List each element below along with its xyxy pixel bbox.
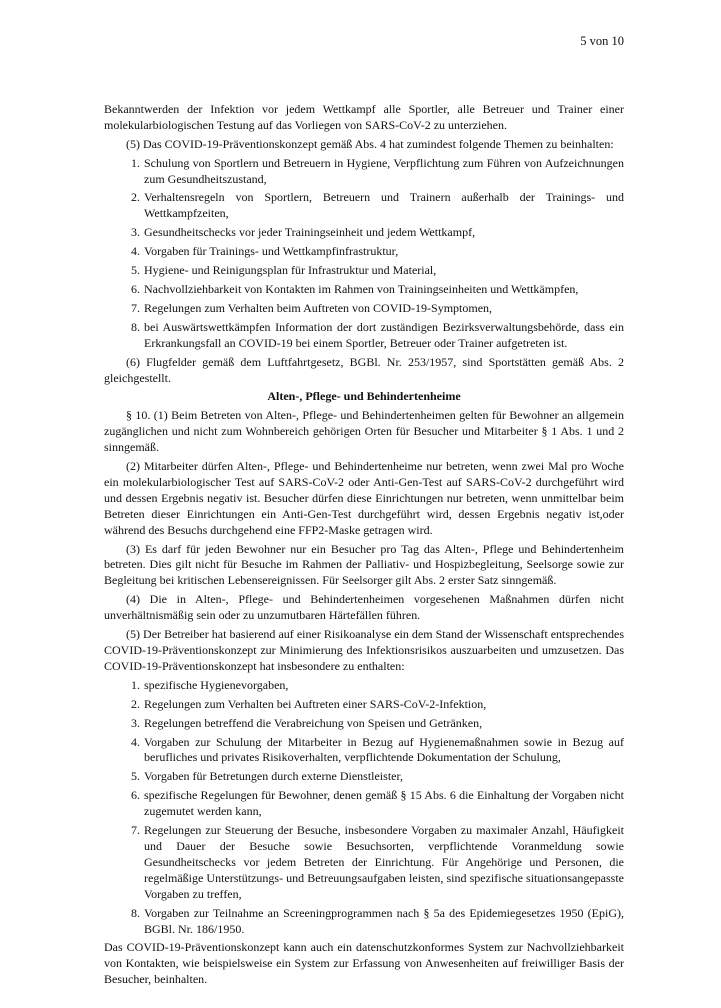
list-item: 3. Regelungen betreffend die Verabreichung von Speisen und Getränken, xyxy=(131,715,483,730)
list-item: 8. bei Auswärtswettkämpfen Information der dort zuständigen Bezirksverwaltungsbehörde, dass ein Erkrankungsfall an COVID-19 bei einem Sportler, Betreuer oder Trainer aufgetreten ist. xyxy=(131,319,624,350)
list-item: 1. spezifische Hygienevorgaben, xyxy=(131,677,289,692)
paragraph-10-3: (3) Es darf für jeden Bewohner nur ein Besucher pro Tag das Alten-, Pflege und Behindertenheim betreten. Dies gilt nicht für Besuche im Rahmen der Palliativ- und Hospizbegleitung, Seelsorge sowie zur Begleitung bei kritischen Lebensereignissen. Für Seelsorger gilt Abs. 2 erster Satz sinngemäß. xyxy=(104,541,624,588)
list-item: 5. Hygiene- und Reinigungsplan für Infrastruktur und Material, xyxy=(131,263,437,278)
paragraph-5: (5) Das COVID-19-Präventionskonzept gemäß Abs. 4 hat zumindest folgende Themen zu beinhalten: xyxy=(126,136,614,151)
paragraph-10-5: (5) Der Betreiber hat basierend auf einer Risikoanalyse ein dem Stand der Wissenschaft entsprechendes COVID-19-Präventionskonzept zur Minimierung des Infektionsrisikos auszuarbeiten und umzusetzen. Das COVID-19-Präventionskonzept hat insbesondere zu enthalten: xyxy=(104,627,624,673)
list-item: 7. Regelungen zur Steuerung der Besuche, insbesondere Vorgaben zu maximaler Anzahl, Häufigkeit und Dauer der Besuche sowie Besuchsorten, verpflichtende Voranmeldung sowie Gesundheitschecks vor jedem Betreten der Einrichtung. Für Angehörige und Personen, die regelmäßige Unterstützungs- und Betreuungsaufgaben leisten, sind spezifische situationsangepasste Vorgaben zu treffen, xyxy=(131,823,624,901)
document-page xyxy=(104,34,624,991)
list-item: 7. Regelungen zum Verhalten beim Auftreten von COVID-19-Symptomen, xyxy=(131,300,493,315)
list-item: 2. Regelungen zum Verhalten bei Auftreten einer SARS-CoV-2-Infektion, xyxy=(131,696,487,711)
list-item: 4. Vorgaben zur Schulung der Mitarbeiter in Bezug auf Hygienemaßnahmen sowie in Bezug auf berufliches und privates Risikoverhalten, verpflichtende Dokumentation der Schulung, xyxy=(131,734,624,765)
concept-list xyxy=(104,678,624,938)
paragraph-continuation: Bekanntwerden der Infektion vor jedem Wettkampf alle Sportler, alle Betreuer und Trainer einer molekularbiologischen Testung auf das Vorliegen von SARS-CoV-2 zu unterziehen. xyxy=(104,101,624,132)
paragraph-10-4: (4) Die in Alten-, Pflege- und Behindertenheimen vorgesehenen Maßnahmen dürfen nicht unverhältnismäßig sein oder zu unzumutbaren Härtefällen führen. xyxy=(104,592,624,623)
paragraph-6: (6) Flugfelder gemäß dem Luftfahrtgesetz, BGBl. Nr. 253/1957, sind Sportstätten gemäß Abs. 2 gleichgestellt. xyxy=(104,354,624,385)
page-number: 5 von 10 xyxy=(580,34,624,48)
paragraph-10-2: (2) Mitarbeiter dürfen Alten-, Pflege- und Behindertenheime nur betreten, wenn zwei Mal pro Woche ein molekularbiologischer Test auf SARS-CoV-2 oder Anti-Gen-Test auf SARS-CoV-2 durchgeführt wird und dessen Ergebnis negativ ist. Besucher dürfen diese Einrichtungen nur betreten, wenn unmittelbar beim Betreten dieser Einrichtungen ein Anti-Gen-Test durchgeführt wird, dessen Ergebnis negativ ist,oder während des Besuchs durchgehend eine FFP2-Maske getragen wird. xyxy=(104,459,624,537)
list-item: 4. Vorgaben für Trainings- und Wettkampfinfrastruktur, xyxy=(131,244,399,259)
list-item: 6. spezifische Regelungen für Bewohner, denen gemäß § 15 Abs. 6 die Einhaltung der Vorgaben nicht zugemutet werden kann, xyxy=(131,788,624,819)
list-item: 8. Vorgaben zur Teilnahme an Screeningprogrammen nach § 5a des Epidemiegesetzes 1950 (EpiG), BGBl. Nr. 186/1950. xyxy=(131,905,624,936)
list-item: 6. Nachvollziehbarkeit von Kontakten im Rahmen von Trainingseinheiten und Wettkämpfen, xyxy=(131,281,579,296)
list-item: 1. Schulung von Sportlern und Betreuern in Hygiene, Verpflichtung zum Führen von Aufzeichnungen zum Gesundheitszustand, xyxy=(131,155,624,186)
paragraph-10-1: § 10. (1) Beim Betreten von Alten-, Pflege- und Behindertenheimen gelten für Bewohner an allgemein zugänglichen und nicht zum Wohnbereich gehörigen Orten für Besucher und Mitarbeiter § 1 Abs. 1 und 2 sinngemäß. xyxy=(104,408,624,455)
list-item: 5. Vorgaben für Betretungen durch externe Dienstleister, xyxy=(131,769,403,784)
closing-paragraph: Das COVID-19-Präventionskonzept kann auch ein datenschutzkonformes System zur Nachvollziehbarkeit von Kontakten, wie beispielsweise ein System zur Erfassung von Anwesenheiten auf freiwilliger Basis der Besucher, beinhalten. xyxy=(104,940,624,987)
section-heading: Alten-, Pflege- und Behindertenheime xyxy=(267,389,461,404)
topics-list xyxy=(104,156,624,352)
list-item: 2. Verhaltensregeln von Sportlern, Betreuern und Trainern außerhalb der Trainings- und Wettkampfzeiten, xyxy=(131,190,624,221)
list-item: 3. Gesundheitschecks vor jeder Trainingseinheit und jedem Wettkampf, xyxy=(131,225,476,240)
